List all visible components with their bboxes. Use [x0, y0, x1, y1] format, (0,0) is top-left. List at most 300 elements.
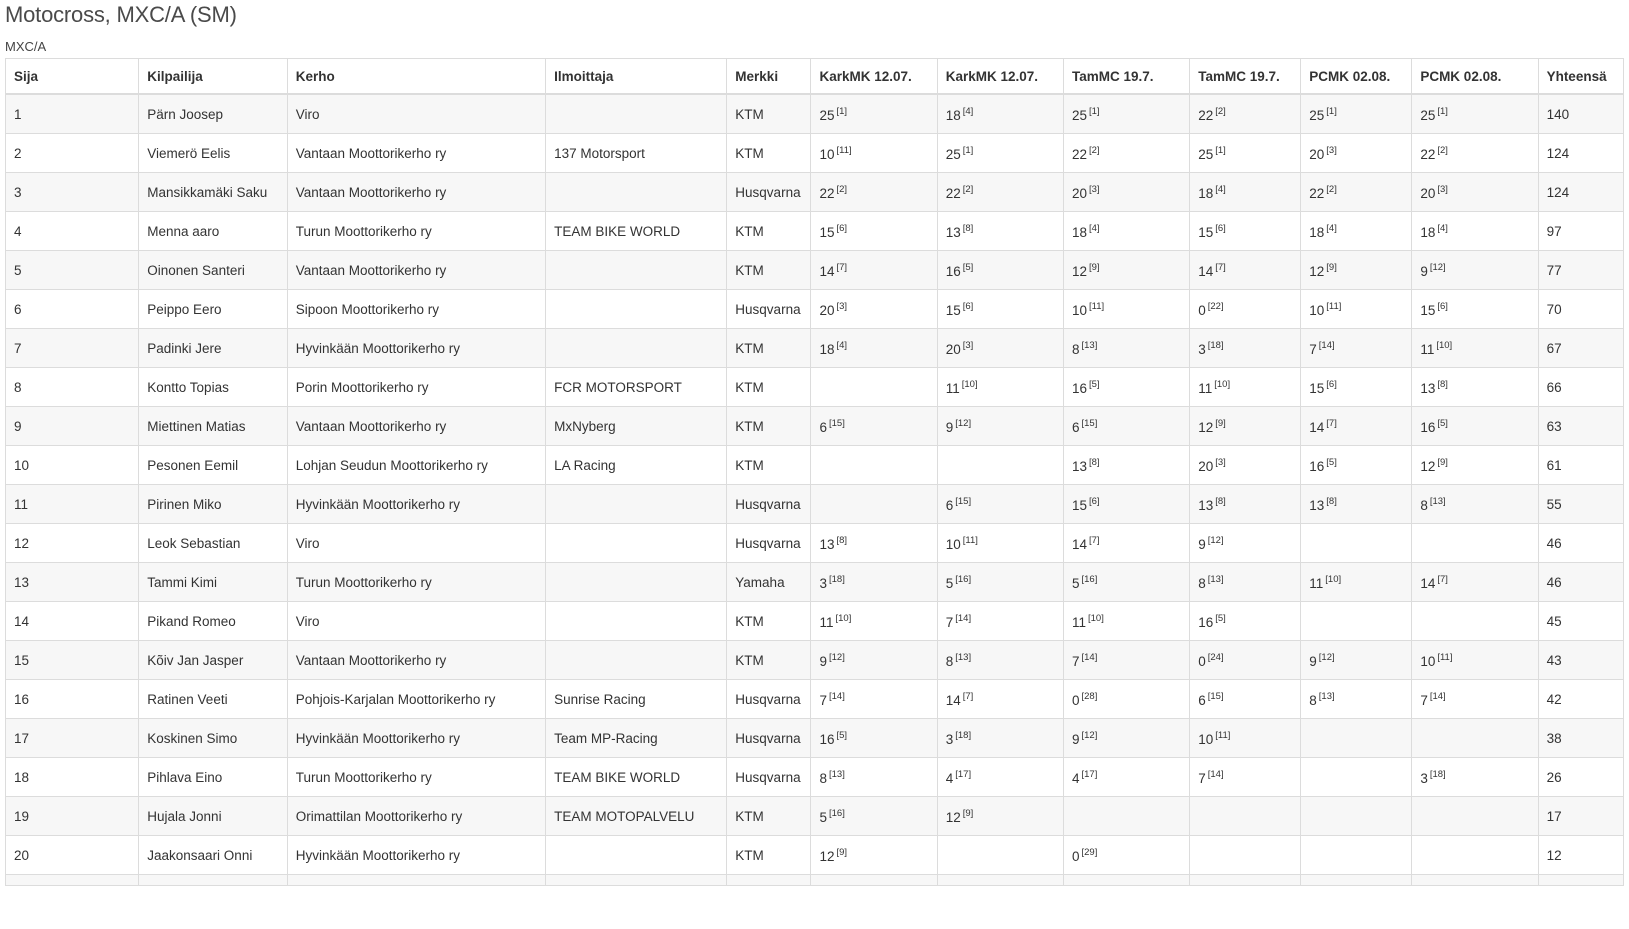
round-points: 9 — [1198, 536, 1206, 552]
cell-total: 45 — [1538, 602, 1623, 641]
cell-round-5 — [1301, 329, 1412, 368]
cell-total: 77 — [1538, 251, 1623, 290]
round-placement: [7] — [1326, 417, 1337, 429]
table-header-row — [6, 59, 1624, 95]
cell-total: 26 — [1538, 758, 1623, 797]
table-row — [6, 719, 1624, 758]
cell-rider-name: Tammi Kimi — [139, 563, 287, 602]
cell-round-4 — [1190, 719, 1301, 758]
cell-rider-name: Viemerö Eelis — [139, 134, 287, 173]
cell-position: 7 — [6, 329, 139, 368]
table-row — [6, 329, 1624, 368]
cell-round-6 — [1412, 758, 1538, 797]
cell-total: 61 — [1538, 446, 1623, 485]
col-header-round-2[interactable]: KarkMK 12.07. — [937, 59, 1063, 95]
cell-round-1 — [811, 602, 937, 641]
round-points: 14 — [819, 263, 835, 279]
round-placement: [6] — [836, 222, 848, 234]
round-points: 3 — [945, 731, 954, 747]
table-row — [6, 368, 1624, 407]
round-points: 10 — [1198, 731, 1214, 747]
cell-rider-name: Kõiv Jan Jasper — [139, 641, 287, 680]
round-points: 3 — [1420, 770, 1428, 786]
round-placement: [4] — [1326, 222, 1337, 234]
cell-total: 97 — [1538, 212, 1623, 251]
round-points: 20 — [819, 302, 835, 318]
cell-club: Pohjois-Karjalan Moottorikerho ry — [287, 680, 545, 719]
cell-round-3 — [1063, 407, 1189, 446]
cell-round-1 — [811, 680, 937, 719]
round-points: 6 — [1071, 419, 1080, 435]
round-placement: [11] — [962, 534, 978, 546]
cell-round-3 — [1063, 446, 1189, 485]
round-placement: [6] — [962, 300, 974, 312]
cell-position: 1 — [6, 94, 139, 134]
cell-club: Turun Moottorikerho ry — [287, 212, 545, 251]
cell-club: Hyvinkään Moottorikerho ry — [287, 719, 545, 758]
cell-round-6 — [1412, 485, 1538, 524]
cell-round-3 — [1063, 680, 1189, 719]
round-points: 16 — [1420, 419, 1436, 435]
round-points: 3 — [1198, 341, 1206, 357]
cell-brand: Yamaha — [727, 563, 811, 602]
cell-brand: KTM — [727, 368, 811, 407]
round-placement: [16] — [955, 573, 972, 585]
cell-position: 20 — [6, 836, 139, 875]
cell-round-2 — [937, 368, 1063, 407]
round-placement: [10] — [1325, 573, 1342, 585]
cell-round-6 — [1412, 94, 1538, 134]
cell-position: 18 — [6, 758, 139, 797]
cell-round-4 — [1190, 251, 1301, 290]
table-row — [6, 212, 1624, 251]
cell-round-1 — [811, 329, 937, 368]
cell-round-1 — [811, 407, 937, 446]
cell-entrant — [546, 602, 727, 641]
table-row — [6, 563, 1624, 602]
cell-round-6 — [1412, 329, 1538, 368]
round-points: 15 — [819, 224, 835, 240]
round-placement: [9] — [1326, 261, 1337, 273]
cell-club: Hyvinkään Moottorikerho ry — [287, 329, 545, 368]
round-points: 5 — [819, 809, 827, 825]
cell-rider-name: Pirinen Miko — [139, 485, 287, 524]
cell-round-1 — [811, 524, 937, 563]
round-points: 10 — [1071, 302, 1087, 318]
round-points: 8 — [945, 653, 954, 669]
round-points: 12 — [1071, 263, 1087, 279]
cell-total: 140 — [1538, 94, 1623, 134]
cell-entrant: LA Racing — [546, 446, 727, 485]
round-points: 10 — [1420, 653, 1436, 669]
cell-entrant: 137 Motorsport — [546, 134, 727, 173]
cell-round-5 — [1301, 173, 1412, 212]
round-points: 7 — [1420, 692, 1428, 708]
cell-total: 124 — [1538, 134, 1623, 173]
cell-club: Porin Moottorikerho ry — [287, 368, 545, 407]
col-header-round-3[interactable]: TamMC 19.7. — [1063, 59, 1189, 95]
cell-round-4 — [1190, 446, 1301, 485]
cell-round-3 — [1063, 524, 1189, 563]
col-header-round-4[interactable]: TamMC 19.7. — [1190, 59, 1301, 95]
cell-brand: KTM — [727, 797, 811, 836]
round-points: 8 — [1420, 497, 1428, 513]
cell-entrant — [546, 251, 727, 290]
cell-brand: KTM — [727, 641, 811, 680]
cell-round-4 — [1190, 797, 1301, 836]
table-body — [6, 94, 1624, 886]
cell-position: 16 — [6, 680, 139, 719]
cell-brand: Husqvarna — [727, 680, 811, 719]
cell-round-4 — [1190, 173, 1301, 212]
cell-total: 124 — [1538, 173, 1623, 212]
round-placement: [4] — [1089, 222, 1100, 234]
round-points: 10 — [945, 536, 961, 552]
col-header-kerho[interactable]: Kerho — [287, 59, 545, 95]
round-points: 12 — [819, 848, 835, 864]
cell-round-5 — [1301, 290, 1412, 329]
cell-round-4 — [1190, 94, 1301, 134]
round-points: 18 — [945, 107, 961, 123]
round-points: 15 — [945, 302, 961, 318]
cell-club: Sipoon Moottorikerho ry — [287, 290, 545, 329]
cell-round-4 — [1190, 290, 1301, 329]
round-points: 5 — [945, 575, 954, 591]
cell-rider-name: Ratinen Veeti — [139, 680, 287, 719]
cell-total: 17 — [1538, 797, 1623, 836]
round-placement: [13] — [955, 651, 972, 663]
round-points: 11 — [1198, 380, 1213, 396]
round-points: 12 — [945, 809, 961, 825]
cell-club: Vantaan Moottorikerho ry — [287, 134, 545, 173]
col-header-ilmoittaja[interactable]: Ilmoittaja — [546, 59, 727, 95]
round-placement: [15] — [955, 495, 972, 507]
round-placement: [18] — [955, 729, 972, 741]
cell-round-3 — [1063, 641, 1189, 680]
cell-entrant: MxNyberg — [546, 407, 727, 446]
results-table — [5, 58, 1624, 886]
round-placement: [10] — [1214, 378, 1231, 390]
table-row — [6, 680, 1624, 719]
round-points: 20 — [945, 341, 961, 357]
round-placement: [3] — [1326, 144, 1337, 156]
table-row — [6, 173, 1624, 212]
round-placement: [12] — [828, 651, 845, 663]
round-placement: [28] — [1081, 690, 1098, 702]
round-points: 7 — [945, 614, 954, 630]
cell-entrant — [546, 329, 727, 368]
round-points: 15 — [1420, 302, 1436, 318]
cell-club: Lohjan Seudun Moottorikerho ry — [287, 446, 545, 485]
round-placement: [15] — [1207, 690, 1224, 702]
round-points: 6 — [819, 419, 827, 435]
col-header-yhteensa[interactable]: Yhteensä — [1538, 59, 1623, 95]
col-header-merkki[interactable]: Merkki — [727, 59, 811, 95]
cell-round-1 — [811, 836, 937, 875]
cell-total: 55 — [1538, 485, 1623, 524]
round-points: 13 — [945, 224, 961, 240]
cell-entrant: TEAM MOTOPALVELU — [546, 797, 727, 836]
round-points: 7 — [1309, 341, 1317, 357]
round-placement: [18] — [828, 573, 845, 585]
round-placement: [3] — [962, 339, 974, 351]
round-placement: [3] — [836, 300, 848, 312]
round-points: 11 — [1420, 341, 1435, 357]
cell-round-4 — [1190, 680, 1301, 719]
round-placement: [1] — [1089, 105, 1100, 117]
cell-club: Vantaan Moottorikerho ry — [287, 173, 545, 212]
round-placement: [2] — [1215, 105, 1226, 117]
cell-round-2 — [937, 524, 1063, 563]
cell-round-6 — [1412, 680, 1538, 719]
cell-round-4 — [1190, 212, 1301, 251]
cell-total: 43 — [1538, 641, 1623, 680]
cell-position: 4 — [6, 212, 139, 251]
cell-round-2 — [937, 212, 1063, 251]
cell-round-1 — [811, 797, 937, 836]
round-placement: [15] — [1081, 417, 1098, 429]
round-points: 22 — [1071, 146, 1087, 162]
cell-brand: KTM — [727, 134, 811, 173]
cell-round-5 — [1301, 797, 1412, 836]
cell-round-4 — [1190, 641, 1301, 680]
cell-round-1 — [811, 563, 937, 602]
cell-round-1 — [811, 290, 937, 329]
round-points: 14 — [1198, 263, 1214, 279]
table-row — [6, 290, 1624, 329]
cell-brand: KTM — [727, 602, 811, 641]
round-points: 12 — [1420, 458, 1436, 474]
cell-club: Vantaan Moottorikerho ry — [287, 641, 545, 680]
round-points: 5 — [1071, 575, 1080, 591]
round-placement: [5] — [1215, 612, 1226, 624]
round-points: 7 — [1198, 770, 1206, 786]
round-points: 22 — [1309, 185, 1325, 201]
table-row — [6, 407, 1624, 446]
round-placement: [5] — [1437, 417, 1448, 429]
cell-round-1 — [811, 134, 937, 173]
cell-round-2 — [937, 680, 1063, 719]
cell-position: 5 — [6, 251, 139, 290]
col-header-round-1[interactable]: KarkMK 12.07. — [811, 59, 937, 95]
cell-round-6 — [1412, 524, 1538, 563]
round-placement: [16] — [828, 807, 845, 819]
cell-round-3 — [1063, 212, 1189, 251]
cell-round-1 — [811, 641, 937, 680]
cell-round-5 — [1301, 641, 1412, 680]
cell-position: 2 — [6, 134, 139, 173]
col-header-round-6[interactable]: PCMK 02.08. — [1412, 59, 1538, 95]
round-placement: [8] — [1215, 495, 1226, 507]
round-placement: [5] — [962, 261, 974, 273]
round-placement: [2] — [1089, 144, 1100, 156]
cell-round-2 — [937, 836, 1063, 875]
cell-total: 63 — [1538, 407, 1623, 446]
round-points: 15 — [1071, 497, 1087, 513]
round-placement: [3] — [1089, 183, 1100, 195]
cell-round-6 — [1412, 173, 1538, 212]
round-placement: [14] — [955, 612, 972, 624]
cell-total: 46 — [1538, 563, 1623, 602]
cell-round-5 — [1301, 836, 1412, 875]
round-placement: [18] — [1207, 339, 1224, 351]
cell-brand: Husqvarna — [727, 719, 811, 758]
cell-club: Turun Moottorikerho ry — [287, 758, 545, 797]
round-placement: [6] — [1326, 378, 1337, 390]
round-placement: [12] — [1429, 261, 1446, 273]
col-header-kilpailija[interactable]: Kilpailija — [139, 59, 287, 95]
cell-round-1 — [811, 94, 937, 134]
cell-round-2 — [937, 173, 1063, 212]
round-placement: [7] — [1089, 534, 1100, 546]
cell-rider-name: Pesonen Eemil — [139, 446, 287, 485]
round-points: 16 — [1309, 458, 1325, 474]
cell-entrant — [546, 563, 727, 602]
round-placement: [2] — [962, 183, 974, 195]
round-points: 6 — [1198, 692, 1206, 708]
cell-round-3 — [1063, 94, 1189, 134]
cell-entrant — [546, 290, 727, 329]
cell-round-2 — [937, 134, 1063, 173]
table-row — [6, 641, 1624, 680]
table-row — [6, 94, 1624, 134]
cell-round-2 — [937, 719, 1063, 758]
class-subtitle: MXC/A — [5, 39, 47, 54]
cell-round-1 — [811, 212, 937, 251]
round-placement: [12] — [955, 417, 972, 429]
cell-total: 70 — [1538, 290, 1623, 329]
cell-round-3 — [1063, 563, 1189, 602]
cell-round-1 — [811, 251, 937, 290]
round-points: 14 — [1071, 536, 1087, 552]
col-header-round-5[interactable]: PCMK 02.08. — [1301, 59, 1412, 95]
cell-club: Viro — [287, 602, 545, 641]
round-points: 6 — [945, 497, 954, 513]
round-points: 22 — [1420, 146, 1436, 162]
cell-round-5 — [1301, 407, 1412, 446]
round-points: 8 — [1071, 341, 1080, 357]
round-points: 25 — [945, 146, 961, 162]
round-placement: [1] — [962, 144, 974, 156]
round-points: 13 — [1309, 497, 1325, 513]
cell-rider-name: Pihlava Eino — [139, 758, 287, 797]
cell-round-5 — [1301, 134, 1412, 173]
round-placement: [11] — [1326, 300, 1342, 312]
round-placement: [9] — [962, 807, 974, 819]
cell-round-1 — [811, 446, 937, 485]
round-points: 18 — [1071, 224, 1087, 240]
round-points: 18 — [1309, 224, 1325, 240]
round-placement: [11] — [836, 144, 852, 156]
cell-position: 13 — [6, 563, 139, 602]
table-row — [6, 446, 1624, 485]
round-points: 8 — [819, 770, 827, 786]
round-points: 18 — [1420, 224, 1436, 240]
cell-total: 38 — [1538, 719, 1623, 758]
round-placement: [7] — [962, 690, 974, 702]
col-header-sija[interactable]: Sija — [6, 59, 139, 95]
cell-rider-name: Kontto Topias — [139, 368, 287, 407]
cell-club: Hyvinkään Moottorikerho ry — [287, 485, 545, 524]
cell-round-4 — [1190, 602, 1301, 641]
round-placement: [8] — [962, 222, 974, 234]
round-points: 22 — [819, 185, 835, 201]
cell-brand: Husqvarna — [727, 758, 811, 797]
cell-round-6 — [1412, 641, 1538, 680]
cell-round-2 — [937, 563, 1063, 602]
cell-entrant — [546, 173, 727, 212]
round-points: 11 — [819, 614, 834, 630]
cell-round-5 — [1301, 368, 1412, 407]
round-points: 8 — [1198, 575, 1206, 591]
cell-brand: Husqvarna — [727, 290, 811, 329]
table-row-partial — [6, 875, 1624, 886]
round-points: 15 — [1198, 224, 1214, 240]
cell-round-4 — [1190, 134, 1301, 173]
cell-round-5 — [1301, 251, 1412, 290]
round-placement: [5] — [836, 729, 848, 741]
round-placement: [9] — [1437, 456, 1448, 468]
round-placement: [9] — [1215, 417, 1226, 429]
cell-rider-name: Leok Sebastian — [139, 524, 287, 563]
cell-rider-name: Miettinen Matias — [139, 407, 287, 446]
cell-rider-name: Hujala Jonni — [139, 797, 287, 836]
round-placement: [17] — [1081, 768, 1098, 780]
round-points: 0 — [1198, 302, 1206, 318]
round-points: 14 — [1309, 419, 1325, 435]
round-points: 7 — [819, 692, 827, 708]
cell-round-3 — [1063, 368, 1189, 407]
cell-total: 67 — [1538, 329, 1623, 368]
cell-round-6 — [1412, 602, 1538, 641]
cell-round-3 — [1063, 485, 1189, 524]
cell-round-2 — [937, 602, 1063, 641]
round-placement: [4] — [1215, 183, 1226, 195]
round-placement: [7] — [836, 261, 848, 273]
cell-round-6 — [1412, 212, 1538, 251]
cell-round-5 — [1301, 524, 1412, 563]
round-placement: [8] — [1089, 456, 1100, 468]
cell-round-6 — [1412, 563, 1538, 602]
cell-club: Vantaan Moottorikerho ry — [287, 251, 545, 290]
round-points: 25 — [1071, 107, 1087, 123]
cell-round-3 — [1063, 134, 1189, 173]
round-placement: [10] — [1087, 612, 1104, 624]
round-points: 11 — [1071, 614, 1086, 630]
round-points: 18 — [819, 341, 835, 357]
cell-position: 9 — [6, 407, 139, 446]
cell-round-2 — [937, 290, 1063, 329]
cell-brand: KTM — [727, 251, 811, 290]
round-points: 25 — [1198, 146, 1214, 162]
cell-round-5 — [1301, 719, 1412, 758]
cell-round-5 — [1301, 212, 1412, 251]
cell-entrant — [546, 485, 727, 524]
cell-position: 14 — [6, 602, 139, 641]
table-row — [6, 251, 1624, 290]
cell-round-6 — [1412, 134, 1538, 173]
round-placement: [8] — [1437, 378, 1448, 390]
round-placement: [17] — [955, 768, 972, 780]
cell-entrant — [546, 836, 727, 875]
table-row — [6, 758, 1624, 797]
round-placement: [14] — [1318, 339, 1335, 351]
round-placement: [10] — [1436, 339, 1453, 351]
cell-brand: KTM — [727, 836, 811, 875]
cell-rider-name: Mansikkamäki Saku — [139, 173, 287, 212]
cell-round-2 — [937, 485, 1063, 524]
round-placement: [3] — [1437, 183, 1448, 195]
